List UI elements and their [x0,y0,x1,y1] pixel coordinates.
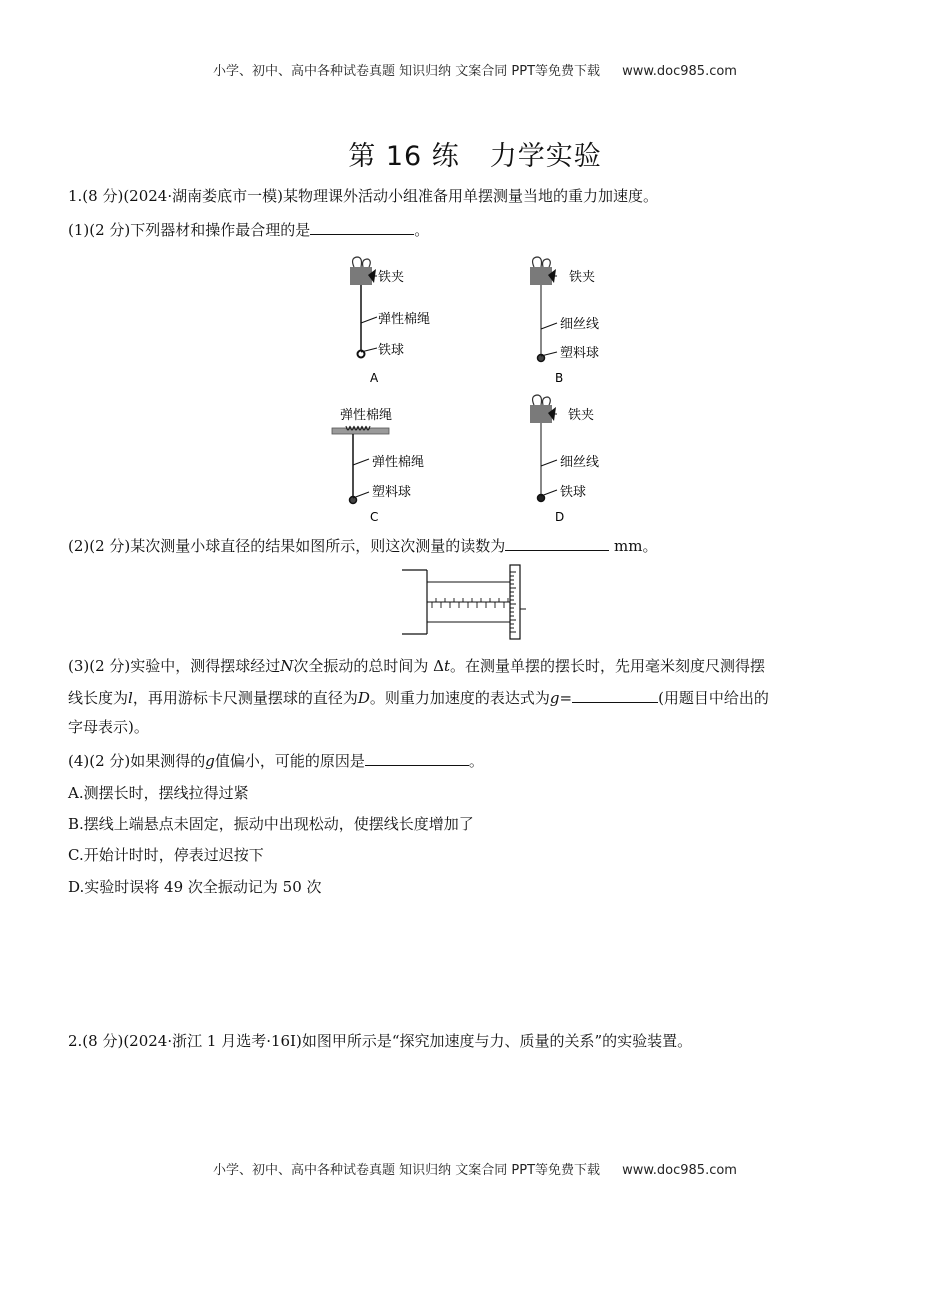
micrometer-figure [400,562,550,644]
footer-text: 小学、初中、高中各种试卷真题 知识归纳 文案合同 PPT等免费下载 [213,1163,601,1178]
option-b-letter: B [555,371,564,385]
answer-blank-3[interactable] [572,687,658,703]
q1-part3-line2: 线长度为l，再用游标卡尺测量摆球的直径为D。则重力加速度的表达式为g= (用题目中给出的 [68,689,769,707]
option-b-label-bottom: 塑料球 [560,346,600,361]
option-d-label-top: 铁夹 [568,408,595,423]
title-number: 第 16 练 [348,141,460,172]
micrometer-frame [402,570,510,634]
option-c-apparatus [332,407,424,524]
option-a-letter: A [370,371,379,385]
title-topic: 力学实验 [489,141,602,172]
page-header [0,60,950,79]
option-c-label-mid: 弹性棉绳 [372,455,425,470]
main-scale-ticks [432,598,508,608]
q1-part2: (2)(2 分)某次测量小球直径的结果如图所示，则这次测量的读数为 mm。 [68,537,658,555]
choice-b: B.摆线上端悬点未固定，振动中出现松动，使摆线长度增加了 [68,815,474,833]
choice-a: A.测摆长时，摆线拉得过紧 [68,784,249,802]
header-url[interactable]: www.doc985.com [622,64,737,79]
page-title [0,134,950,173]
option-c-letter: C [370,510,379,524]
page-footer [0,1159,950,1178]
option-b-apparatus [530,257,599,385]
q1-part1: (1)(2 分)下列器材和操作最合理的是 。 [68,221,430,239]
option-a-apparatus [350,257,430,385]
q1-part3-line1: (3)(2 分)实验中，测得摆球经过N次全振动的总时间为 Δt。在测量单摆的摆长时，先用毫米刻度尺测得摆 [68,657,766,675]
option-d-label-mid: 细丝线 [560,455,600,470]
option-b-label-top: 铁夹 [569,270,596,285]
answer-blank-4[interactable] [365,750,469,766]
q1-part4: (4)(2 分)如果测得的g值偏小，可能的原因是 。 [68,752,484,770]
q2-stem: 2.(8 分)(2024·浙江 1 月选考·16Ⅰ)如图甲所示是“探究加速度与力、质量的关系”的实验装置。 [68,1032,693,1050]
option-a-label-bottom: 铁球 [378,343,405,358]
answer-blank-1[interactable] [310,219,414,235]
choice-c: C.开始计时时，停表过迟按下 [68,846,264,864]
option-b-label-mid: 细丝线 [560,317,600,332]
q1-part3-line3: 字母表示)。 [68,718,149,736]
option-c-label-bottom: 塑料球 [372,485,412,500]
option-d-label-bottom: 铁球 [560,485,587,500]
option-a-label-mid: 弹性棉绳 [378,312,431,327]
q1-stem: 1.(8 分)(2024·湖南娄底市一模)某物理课外活动小组准备用单摆测量当地的重力加速度。 [68,187,658,205]
option-d-apparatus [530,395,599,524]
choice-d: D.实验时误将 49 次全振动记为 50 次 [68,878,322,896]
option-c-label-top: 弹性棉绳 [340,408,393,423]
answer-blank-2[interactable] [505,535,609,551]
header-text: 小学、初中、高中各种试卷真题 知识归纳 文案合同 PPT等免费下载 [213,64,601,79]
option-d-letter: D [555,510,565,524]
pendulum-options-figure [330,255,620,530]
option-a-label-top: 铁夹 [378,270,405,285]
thimble [510,565,526,639]
footer-url[interactable]: www.doc985.com [622,1163,737,1178]
